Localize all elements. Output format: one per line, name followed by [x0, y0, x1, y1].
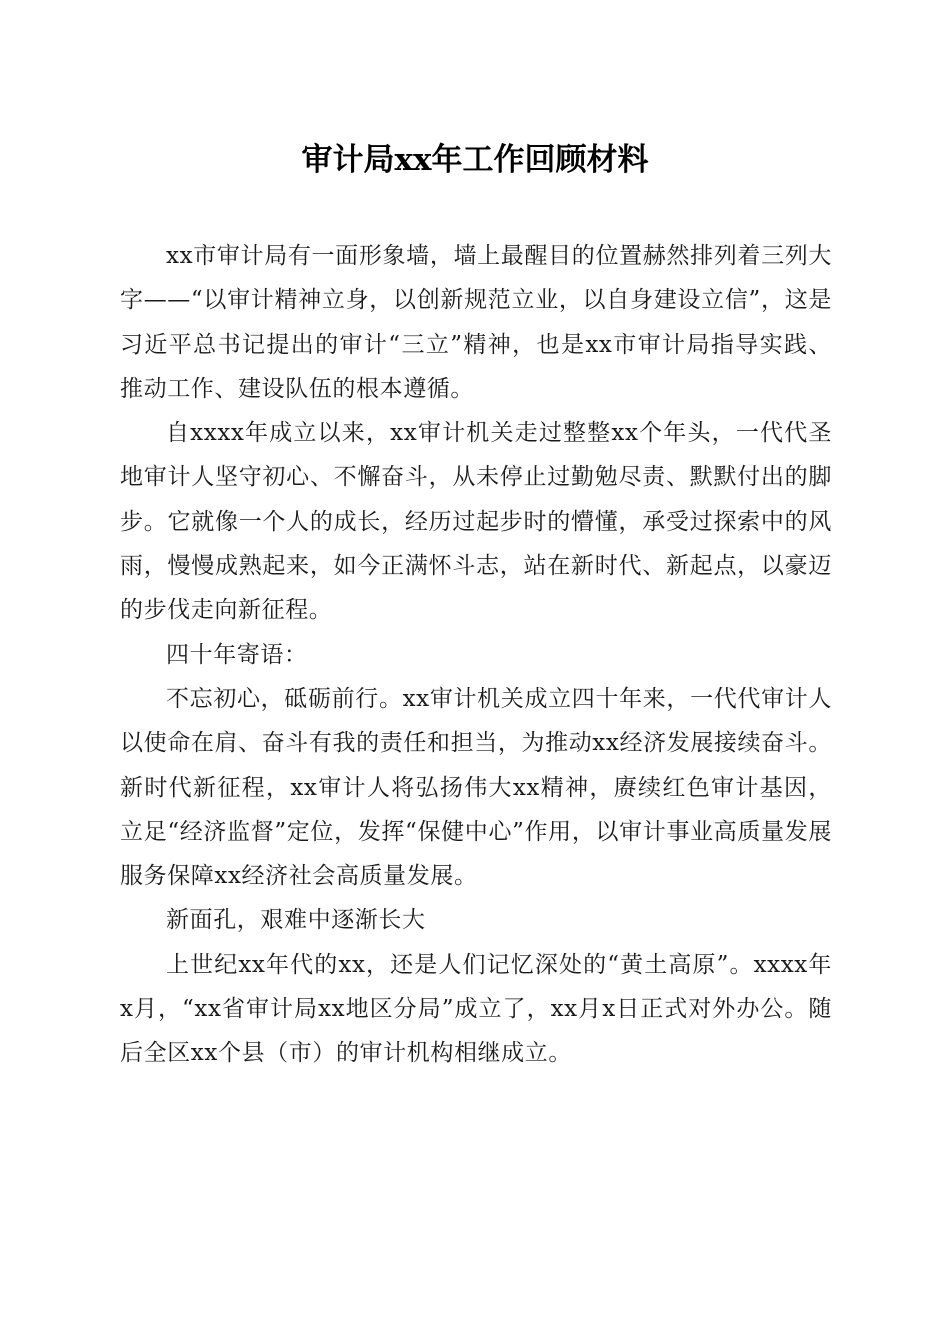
paragraph-heading-new-face: 新面孔，艰难中逐渐长大: [166, 907, 426, 934]
document-title: 审计局xx年工作回顾材料: [301, 142, 649, 178]
paragraph-heading-message: 四十年寄语：: [166, 641, 308, 668]
paragraph-history: 自xxxx年成立以来，xx审计机关走过整整xx个年头，一代代圣地审计人坚守初心、不懈奋斗，从未停止过勤勉尽责、默默付出的脚步。它就像一个人的成长，经历过起步时的懵懂，承受过探索中的风雨，慢慢成熟起来，如今正满怀斗志，站在新时代、新起点，以豪迈的步伐走向新征程。: [120, 420, 832, 624]
paragraph-message: 不忘初心，砥砺前行。xx审计机关成立四十年来，一代代审计人以使命在肩、奋斗有我的责任和担当，为推动xx经济发展接续奋斗。新时代新征程，xx审计人将弘扬伟大xx精神，赓续红色审计基因，立足“经济监督”定位，发挥“保健中心”作用，以审计事业高质量发展服务保障xx经济社会高质量发展。: [120, 685, 832, 890]
document-body: [120, 234, 832, 1076]
paragraph-founding: 上世纪xx年代的xx，还是人们记忆深处的“黄土高原”。xxxx年x月，“xx省审计局xx地区分局”成立了，xx月x日正式对外办公。随后全区xx个县（市）的审计机构相继成立。: [120, 951, 832, 1067]
paragraph-intro: xx市审计局有一面形象墙，墙上最醒目的位置赫然排列着三列大字——“以审计精神立身，以创新规范立业，以自身建设立信”，这是习近平总书记提出的审计“三立”精神，也是xx市审计局指导实践、推动工作、建设队伍的根本遵循。: [120, 243, 832, 402]
